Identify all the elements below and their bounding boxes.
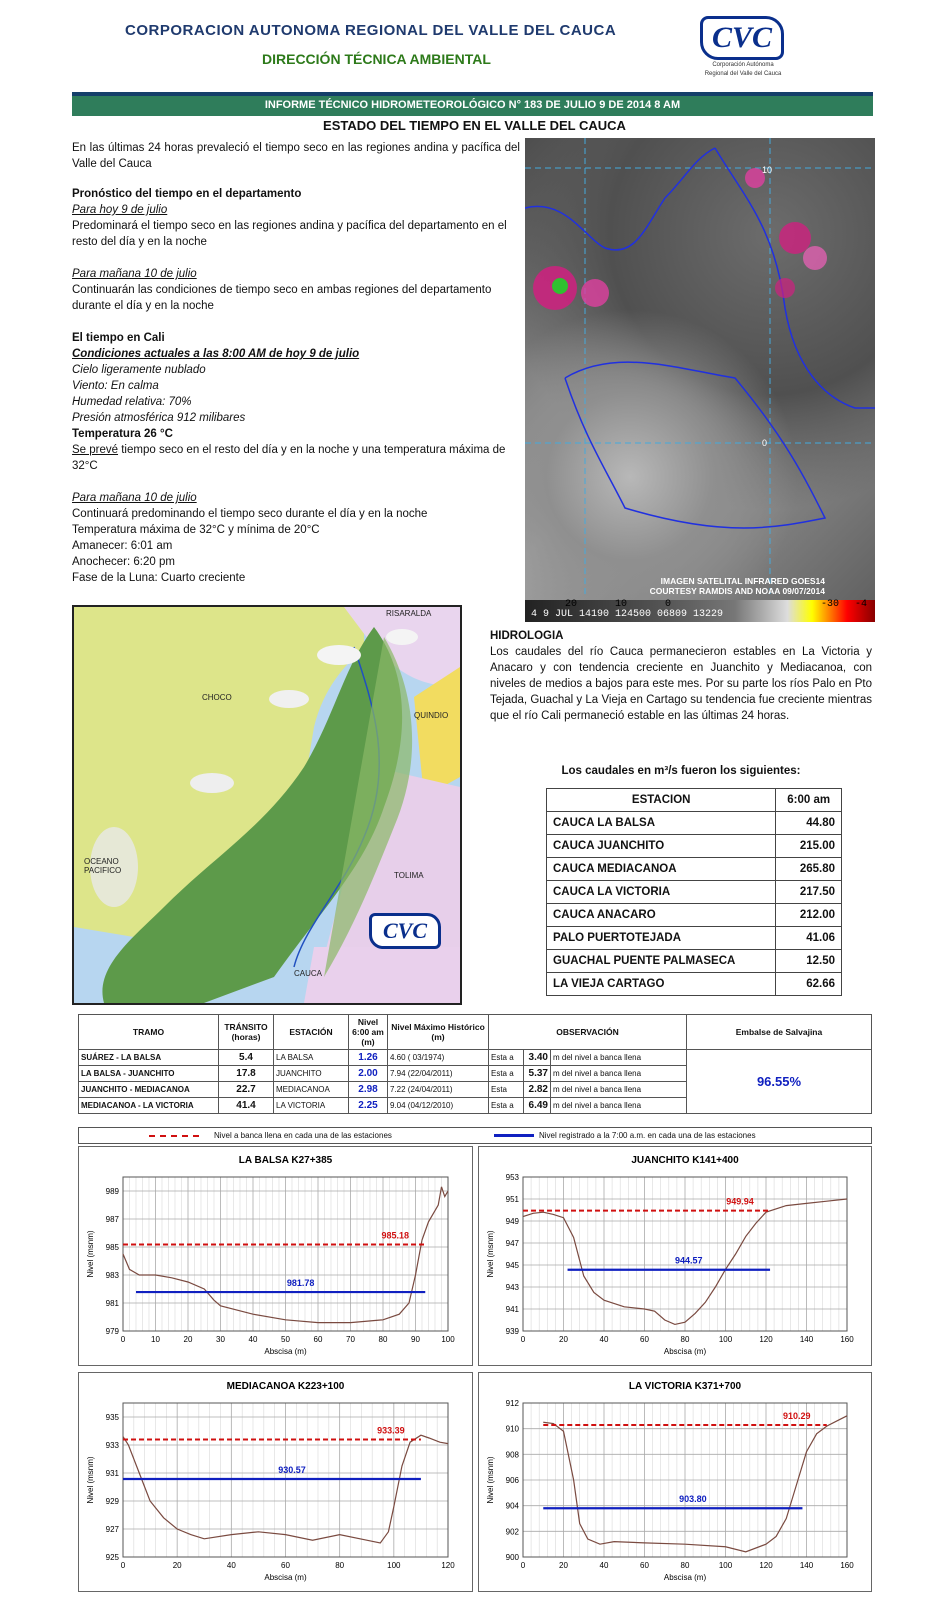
- y-tick-label: 902: [505, 1527, 519, 1537]
- table-row: CAUCA MEDIACANOA 265.80: [547, 858, 842, 881]
- cali-title: El tiempo en Cali: [72, 332, 165, 344]
- bank-full-label: 910.29: [782, 1410, 811, 1421]
- x-tick-label: 20: [172, 1561, 182, 1570]
- satellite-caption: [650, 576, 825, 596]
- y-tick-label: 939: [505, 1327, 519, 1336]
- y-tick-label: 951: [505, 1195, 519, 1204]
- map-label-cauca: CAUCA: [294, 969, 323, 978]
- x-tick-label: 0: [520, 1335, 526, 1344]
- x-tick-label: 30: [216, 1335, 225, 1344]
- y-axis-label: Nivel (msnm): [86, 1456, 95, 1504]
- y-axis-label: Nivel (msnm): [486, 1456, 495, 1504]
- x-tick-label: 80: [378, 1335, 388, 1344]
- chart-la-victoria: [478, 1372, 872, 1592]
- logo-subtitle-2: Regional del Valle del Cauca: [704, 71, 782, 77]
- cali-tomorrow-section: [72, 490, 520, 586]
- tomorrow-section: [72, 266, 520, 314]
- x-tick-label: 60: [313, 1335, 323, 1344]
- x-tick-label: 50: [281, 1335, 290, 1344]
- y-tick-label: 904: [505, 1501, 519, 1511]
- y-tick-label: 945: [505, 1261, 519, 1270]
- y-tick-label: 953: [505, 1173, 519, 1182]
- y-tick-label: 900: [505, 1553, 519, 1562]
- y-axis-label: Nivel (msnm): [486, 1230, 495, 1278]
- report-subtitle: ESTADO DEL TIEMPO EN EL VALLE DEL CAUCA: [323, 118, 626, 133]
- x-tick-label: 20: [559, 1335, 568, 1344]
- y-tick-label: 910: [505, 1424, 519, 1434]
- x-tick-label: 140: [799, 1335, 814, 1344]
- bank-full-label: 949.94: [726, 1196, 754, 1207]
- x-tick-label: 80: [335, 1561, 345, 1570]
- sunrise: Amanecer: 6:01 am: [72, 540, 173, 552]
- moon-phase: Fase de la Luna: Cuarto creciente: [72, 572, 246, 584]
- table-row: JUANCHITO - MEDIACANOA 22.7 MEDIACANOA 2.98 7.22 (24/04/2011) Esta 2.82 m del nivel a banca llena: [79, 1082, 872, 1098]
- y-tick-label: 912: [505, 1399, 519, 1408]
- logo-subtitle-1: Corporación Autónoma: [712, 62, 774, 68]
- flows-table: [546, 788, 842, 996]
- x-tick-label: 80: [680, 1561, 690, 1570]
- x-tick-label: 80: [680, 1335, 690, 1344]
- x-tick-label: 40: [599, 1561, 609, 1570]
- y-tick-label: 949: [505, 1217, 519, 1226]
- satellite-image: [525, 138, 875, 622]
- department-title: DIRECCIÓN TÉCNICA AMBIENTAL: [262, 51, 491, 67]
- chart-title: LA BALSA K27+385: [238, 1155, 333, 1166]
- y-tick-label: 943: [505, 1283, 519, 1292]
- x-tick-label: 120: [441, 1561, 455, 1570]
- hydrology-title: HIDROLOGIA: [490, 630, 564, 642]
- y-tick-label: 906: [505, 1476, 519, 1485]
- today-text: Predominará el tiempo seco en las regiones andina y pacífica del departamento en el resto del día y en la noche: [72, 220, 507, 248]
- y-tick-label: 931: [105, 1469, 119, 1478]
- humidity: Humedad relativa: 70%: [72, 396, 192, 408]
- flows-header-station: ESTACION: [547, 789, 776, 812]
- x-axis-label: Abscisa (m): [663, 1347, 707, 1356]
- chart-title: MEDIACANOA K223+100: [226, 1381, 345, 1392]
- x-tick-label: 120: [759, 1335, 773, 1344]
- y-axis-label: Nivel (msnm): [86, 1230, 95, 1278]
- satellite-caption-2: COURTESY RAMDIS AND NOAA 09/07/2014: [649, 586, 825, 596]
- region-map: [72, 605, 462, 1005]
- chart-title: JUANCHITO K141+400: [631, 1155, 739, 1166]
- x-tick-label: 100: [441, 1335, 455, 1344]
- table-row: CAUCA LA BALSA 44.80: [547, 812, 842, 835]
- cali-tomorrow-label: Para mañana 10 de julio: [72, 492, 197, 504]
- chart-mediacanoa-svg: [79, 1373, 472, 1591]
- y-tick-label: 941: [505, 1305, 519, 1314]
- chart-legend: [78, 1127, 872, 1144]
- expectation: [72, 442, 520, 474]
- org-title: CORPORACION AUTONOMA REGIONAL DEL VALLE DEL CAUCA: [125, 22, 617, 39]
- x-tick-label: 60: [640, 1335, 649, 1344]
- x-tick-label: 120: [759, 1561, 773, 1570]
- y-tick-label: 925: [105, 1553, 119, 1562]
- y-tick-label: 935: [105, 1413, 119, 1422]
- y-tick-label: 929: [105, 1497, 119, 1506]
- satellite-bar-text: 4 9 JUL 14190 124500 06809 13229: [531, 609, 724, 620]
- cvc-logo: [700, 16, 786, 78]
- temperature: Temperatura 26 °C: [72, 428, 173, 440]
- y-tick-label: 987: [105, 1215, 119, 1224]
- forecast-section: [72, 186, 520, 250]
- map-label-choco: CHOCO: [202, 693, 232, 702]
- table-row: SUÁREZ - LA BALSA 5.4 LA BALSA 1.26 4.60 ( 03/1974) Esta a 3.40 m del nivel a banca llena 96.55%: [79, 1050, 872, 1066]
- x-tick-label: 10: [151, 1335, 160, 1344]
- chart-juanchito-svg: [479, 1147, 871, 1365]
- x-tick-label: 0: [120, 1335, 126, 1344]
- chart-title: LA VICTORIA K371+700: [628, 1381, 742, 1392]
- y-tick-label: 979: [105, 1327, 119, 1336]
- legend-blue-swatch: [494, 1134, 534, 1137]
- table-row: CAUCA LA VICTORIA 217.50: [547, 881, 842, 904]
- x-tick-label: 90: [411, 1335, 420, 1344]
- current-level-label: 944.57: [675, 1255, 703, 1266]
- satellite-caption-1: IMAGEN SATELITAL INFRARED GOES14: [660, 576, 825, 586]
- y-tick-label: 908: [505, 1450, 519, 1460]
- table-row: CAUCA ANACARO 212.00: [547, 904, 842, 927]
- x-tick-label: 20: [183, 1335, 193, 1344]
- legend-red-label: Nivel a banca llena en cada una de las estaciones: [214, 1131, 392, 1140]
- x-tick-label: 20: [559, 1561, 568, 1570]
- bank-full-label: 985.18: [381, 1230, 410, 1241]
- cali-section: [72, 330, 520, 474]
- map-cvc-logo: CVC: [369, 913, 441, 949]
- chart-la-balsa-svg: [79, 1147, 472, 1365]
- transit-header: TRAMO TRÁNSITO (horas) ESTACIÓN Nivel 6:00 am (m) Nivel Máximo Histórico (m) OBSERVACIÓN Embalse de Salvajina: [79, 1015, 872, 1050]
- current-level-label: 930.57: [278, 1465, 306, 1476]
- x-tick-label: 40: [226, 1561, 236, 1570]
- x-axis-label: Abscisa (m): [663, 1573, 707, 1582]
- sunset: Anochecer: 6:20 pm: [72, 556, 175, 568]
- table-row: GUACHAL PUENTE PALMASECA 12.50: [547, 950, 842, 973]
- x-tick-label: 40: [599, 1335, 609, 1344]
- table-row: MEDIACANOA - LA VICTORIA 41.4 LA VICTORIA 2.25 9.04 (04/12/2010) Esta a 6.49 m del nivel a banca llena: [79, 1098, 872, 1114]
- tomorrow-text: Continuarán las condiciones de tiempo seco en ambas regiones del departamento durante el día y en la noche: [72, 284, 492, 312]
- table-row: LA VIEJA CARTAGO 62.66: [547, 973, 842, 996]
- y-tick-label: 981: [105, 1299, 119, 1308]
- table-row: CAUCA JUANCHITO 215.00: [547, 835, 842, 858]
- pressure: Presión atmosférica 912 milibares: [72, 412, 246, 424]
- map-label-tolima: TOLIMA: [394, 871, 424, 880]
- y-tick-label: 947: [505, 1239, 519, 1248]
- table-row: LA BALSA - JUANCHITO 17.8 JUANCHITO 2.00 7.94 (22/04/2011) Esta a 5.37 m del nivel a banca llena: [79, 1066, 872, 1082]
- chart-mediacanoa: [78, 1372, 473, 1592]
- flows-header: [547, 789, 842, 812]
- flows-caption: Los caudales en m³/s fueron los siguientes:: [561, 765, 801, 777]
- today-label: Para hoy 9 de julio: [72, 204, 168, 216]
- x-tick-label: 160: [840, 1561, 854, 1570]
- cali-tomorrow-text: Continuará predominando el tiempo seco durante el día y en la noche: [72, 508, 428, 520]
- x-tick-label: 0: [120, 1561, 126, 1570]
- map-label-risaralda: RISARALDA: [386, 609, 432, 618]
- x-tick-label: 60: [281, 1561, 290, 1570]
- svg-text:10: 10: [762, 165, 773, 175]
- x-tick-label: 100: [718, 1335, 733, 1344]
- flows-header-time: 6:00 am: [776, 789, 842, 812]
- current-level-label: 981.78: [286, 1278, 315, 1289]
- x-tick-label: 140: [799, 1561, 814, 1570]
- y-tick-label: 983: [105, 1271, 119, 1280]
- table-row: PALO PUERTOTEJADA 41.06: [547, 927, 842, 950]
- x-tick-label: 100: [387, 1561, 401, 1570]
- chart-juanchito: [478, 1146, 872, 1366]
- chart-la-victoria-svg: [479, 1373, 871, 1591]
- chart-la-balsa: [78, 1146, 473, 1366]
- logo-mark: CVC: [700, 16, 784, 60]
- forecast-title: Pronóstico del tiempo en el departamento: [72, 188, 302, 200]
- x-tick-label: 0: [520, 1561, 526, 1570]
- x-tick-label: 70: [346, 1335, 355, 1344]
- bank-full-label: 933.39: [377, 1425, 405, 1436]
- legend-blue-label: Nivel registrado a la 7:00 a.m. en cada una de las estaciones: [539, 1131, 756, 1140]
- x-tick-label: 40: [248, 1335, 258, 1344]
- y-tick-label: 985: [105, 1243, 119, 1252]
- salvajina-value: 96.55%: [687, 1050, 872, 1114]
- weather-intro: En las últimas 24 horas prevaleció el tiempo seco en las regiones andina y pacífica del Valle del Cauca: [72, 142, 520, 170]
- hydrology-section: [490, 630, 872, 724]
- x-tick-label: 160: [840, 1335, 854, 1344]
- report-band: INFORME TÉCNICO HIDROMETEOROLÓGICO N° 183 DE JULIO 9 DE 2014 8 AM: [72, 92, 873, 116]
- satellite-color-bar: 20 10 0 -30 -4 4 9 JUL 14190 124500 06809 13229: [525, 600, 875, 622]
- cali-conditions-label: Condiciones actuales a las 8:00 AM de hoy 9 de julio: [72, 348, 360, 360]
- x-axis-label: Abscisa (m): [264, 1347, 307, 1356]
- current-level-label: 903.80: [679, 1494, 707, 1505]
- temp-range: Temperatura máxima de 32°C y mínima de 20°C: [72, 524, 320, 536]
- satellite-overlay: [525, 138, 875, 622]
- tomorrow-label: Para mañana 10 de julio: [72, 268, 197, 280]
- x-axis-label: Abscisa (m): [264, 1573, 307, 1582]
- legend-red-swatch: [149, 1135, 199, 1137]
- map-label-quindio: QUINDIO: [414, 711, 449, 720]
- y-tick-label: 933: [105, 1441, 119, 1450]
- y-tick-label: 927: [105, 1525, 119, 1534]
- map-label-ocean: OCEANO PACIFICO: [84, 857, 122, 875]
- transit-table: [78, 1014, 872, 1114]
- hydrology-text: Los caudales del río Cauca permanecieron estables en La Victoria y Anacaro y con tendencia creciente en Juanchito y Mediacanoa, con niveles de medios a bajos para este mes. Por su parte los ríos Palo en Pto Tejada, Guachal y La Vieja en Cartago su tendencia fue creciente mientras que el río Cali permaneció estable en las últimas 24 horas.: [490, 646, 872, 722]
- expect-label: Se prevé: [72, 444, 119, 456]
- expect-text: tiempo seco en el resto del día y en la noche y una temperatura máxima de 32°C: [72, 444, 506, 472]
- x-tick-label: 100: [718, 1561, 733, 1570]
- x-tick-label: 60: [640, 1561, 649, 1570]
- wind-condition: Viento: En calma: [72, 380, 159, 392]
- y-tick-label: 989: [105, 1187, 119, 1196]
- svg-text:0: 0: [762, 438, 768, 448]
- sky-condition: Cielo ligeramente nublado: [72, 364, 206, 376]
